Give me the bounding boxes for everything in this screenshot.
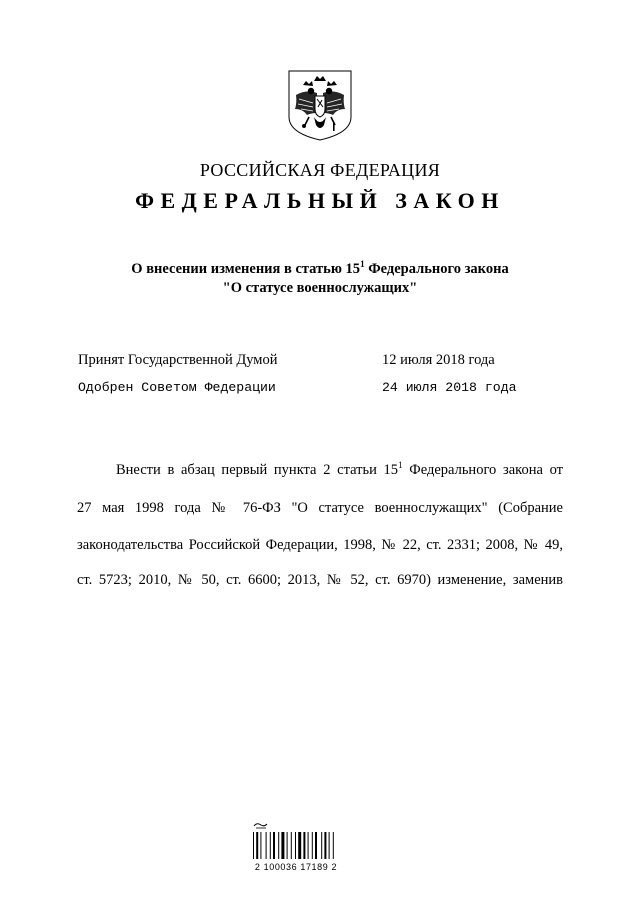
barcode-bar xyxy=(253,832,254,859)
coat-of-arms-icon xyxy=(287,69,353,142)
body-text-a: Внести в абзац первый пункта 2 статьи 15 xyxy=(116,462,399,478)
barcode-bar xyxy=(270,832,271,859)
barcode-bar xyxy=(291,832,292,859)
barcode-bar xyxy=(312,832,313,859)
law-title-text-a: О внесении изменения в статью 15 xyxy=(131,261,361,277)
duma-adoption-row xyxy=(78,352,548,369)
law-title xyxy=(0,260,640,298)
barcode-bar xyxy=(303,832,305,859)
barcode-bar xyxy=(324,832,326,859)
body-text-line-1 xyxy=(116,462,563,479)
barcode-bar xyxy=(266,832,267,859)
duma-label: Принят Государственной Думой xyxy=(78,352,278,368)
document-type-heading: ФЕДЕРАЛЬНЫЙ ЗАКОН xyxy=(135,188,505,213)
law-title-text-b: Федерального закона xyxy=(364,261,509,277)
barcode-bar xyxy=(278,832,279,859)
barcode-bar xyxy=(333,832,334,859)
barcode-number: 2 100036 17189 2 xyxy=(254,862,338,872)
law-title-line-2: "О статусе военнослужащих" xyxy=(222,280,418,296)
barcode-bar xyxy=(256,832,258,859)
body-text-line-3: законодательства Российской Федерации, 1998, № 22, ст. 2331; 2008, № 49, xyxy=(77,537,563,553)
barcode-bar xyxy=(273,832,275,859)
duma-date: 12 июля 2018 года xyxy=(382,352,495,368)
barcode-bar xyxy=(287,832,288,859)
barcode-bar xyxy=(315,832,317,859)
barcode-bar xyxy=(281,832,284,859)
body-superscript: 1 xyxy=(398,460,403,471)
body-text-line-4: ст. 5723; 2010, № 50, ст. 6600; 2013, № 52, ст. 6970) изменение, заменив xyxy=(77,572,563,588)
barcode-bar xyxy=(308,832,309,859)
council-label: Одобрен Советом Федерации xyxy=(78,380,276,395)
body-text-line-2: 27 мая 1998 года № 76-ФЗ "О статусе военнослужащих" (Собрание xyxy=(77,500,563,516)
document-barcode xyxy=(252,822,340,872)
council-date: 24 июля 2018 года xyxy=(382,380,517,395)
barcode-icon xyxy=(252,822,340,860)
law-title-line-1 xyxy=(0,260,640,279)
barcode-bar xyxy=(329,832,330,859)
barcode-bar xyxy=(298,832,301,859)
law-title-superscript: 1 xyxy=(360,259,365,270)
body-text-b: Федерального закона от xyxy=(402,462,563,478)
country-heading: РОССИЙСКАЯ ФЕДЕРАЦИЯ xyxy=(199,160,441,180)
barcode-bar xyxy=(295,832,296,859)
barcode-bar xyxy=(321,832,322,859)
barcode-bar xyxy=(260,832,261,859)
council-approval-row xyxy=(78,380,548,395)
